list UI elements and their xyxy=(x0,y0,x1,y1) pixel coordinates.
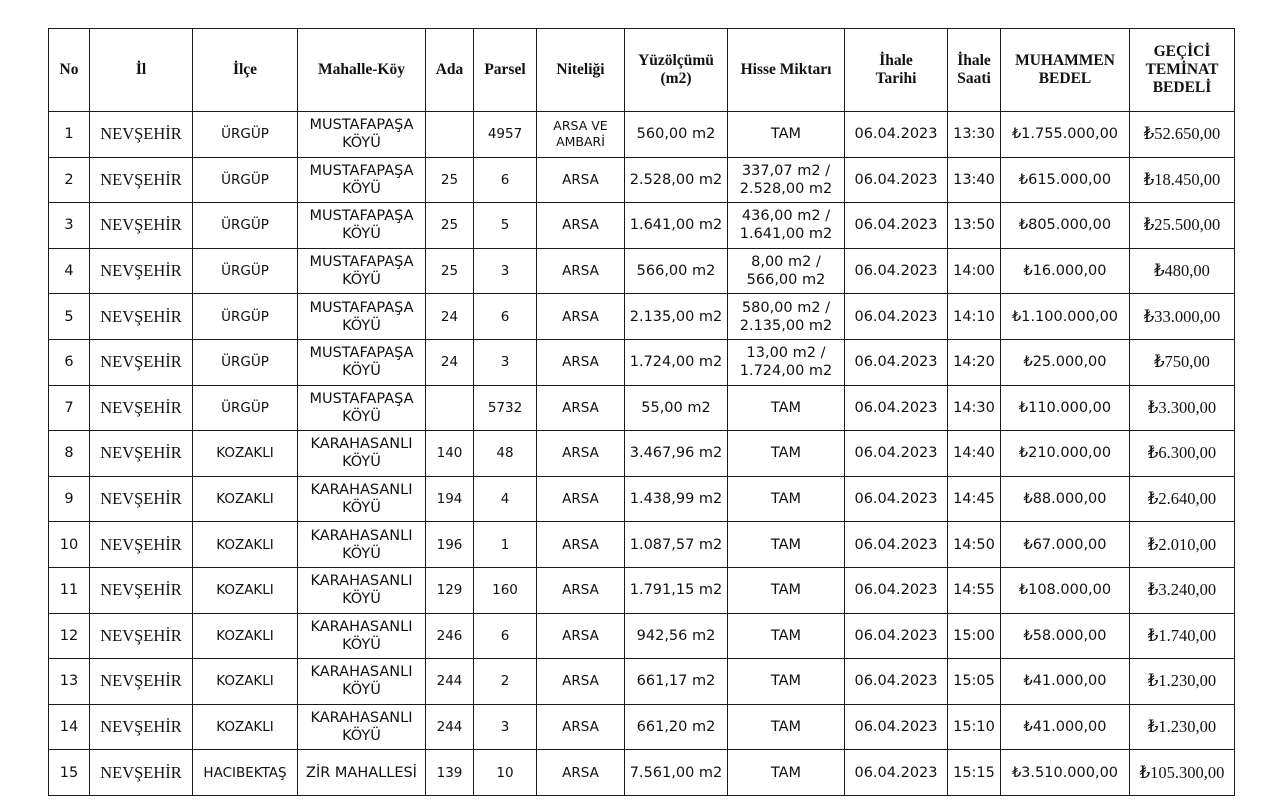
cell-ihale-tarihi: 06.04.2023 xyxy=(845,659,948,705)
cell-hisse-miktari: 8,00 m2 / 566,00 m2 xyxy=(728,248,845,294)
cell-ilce: KOZAKLI xyxy=(193,522,298,568)
cell-no: 6 xyxy=(49,339,90,385)
cell-hisse-miktari: TAM xyxy=(728,431,845,477)
cell-niteligi: ARSA xyxy=(537,385,625,431)
auction-table xyxy=(48,28,1235,796)
cell-mahalle-koy: MUSTAFAPAŞA KÖYÜ xyxy=(298,294,426,340)
cell-ilce: ÜRGÜP xyxy=(193,112,298,158)
cell-no: 11 xyxy=(49,567,90,613)
cell-il: NEVŞEHİR xyxy=(90,112,193,158)
cell-niteligi: ARSA VE AMBARİ xyxy=(537,112,625,158)
table-row xyxy=(49,203,1235,249)
cell-muhammen-bedel: ₺1.100.000,00 xyxy=(1001,294,1130,340)
header-row xyxy=(49,29,1235,112)
cell-ada: 244 xyxy=(426,704,474,750)
cell-niteligi: ARSA xyxy=(537,750,625,796)
cell-ihale-saati: 14:50 xyxy=(948,522,1001,568)
header-gecici-teminat-bedeli: GEÇİCİ TEMİNAT BEDELİ xyxy=(1130,29,1235,112)
cell-parsel: 6 xyxy=(474,613,537,659)
cell-hisse-miktari: TAM xyxy=(728,567,845,613)
cell-hisse-miktari: TAM xyxy=(728,476,845,522)
cell-ihale-saati: 14:10 xyxy=(948,294,1001,340)
table-row xyxy=(49,750,1235,796)
cell-hisse-miktari: 337,07 m2 / 2.528,00 m2 xyxy=(728,157,845,203)
cell-parsel: 1 xyxy=(474,522,537,568)
cell-muhammen-bedel: ₺67.000,00 xyxy=(1001,522,1130,568)
cell-gecici-teminat: ₺750,00 xyxy=(1130,339,1235,385)
cell-il: NEVŞEHİR xyxy=(90,203,193,249)
cell-hisse-miktari: TAM xyxy=(728,613,845,659)
cell-muhammen-bedel: ₺16.000,00 xyxy=(1001,248,1130,294)
cell-ihale-tarihi: 06.04.2023 xyxy=(845,248,948,294)
cell-parsel: 6 xyxy=(474,294,537,340)
cell-il: NEVŞEHİR xyxy=(90,567,193,613)
cell-ihale-tarihi: 06.04.2023 xyxy=(845,476,948,522)
cell-ada: 244 xyxy=(426,659,474,705)
table-body xyxy=(49,112,1235,796)
cell-mahalle-koy: KARAHASANLI KÖYÜ xyxy=(298,704,426,750)
cell-yuzolcumu: 1.438,99 m2 xyxy=(625,476,728,522)
header-ada: Ada xyxy=(426,29,474,112)
cell-il: NEVŞEHİR xyxy=(90,522,193,568)
cell-mahalle-koy: MUSTAFAPAŞA KÖYÜ xyxy=(298,203,426,249)
table-row xyxy=(49,112,1235,158)
cell-ihale-saati: 15:05 xyxy=(948,659,1001,705)
cell-gecici-teminat: ₺480,00 xyxy=(1130,248,1235,294)
header-ihale-saati: İhale Saati xyxy=(948,29,1001,112)
cell-il: NEVŞEHİR xyxy=(90,750,193,796)
cell-yuzolcumu: 7.561,00 m2 xyxy=(625,750,728,796)
cell-ilce: HACIBEKTAŞ xyxy=(193,750,298,796)
cell-yuzolcumu: 560,00 m2 xyxy=(625,112,728,158)
cell-gecici-teminat: ₺105.300,00 xyxy=(1130,750,1235,796)
table-row xyxy=(49,157,1235,203)
cell-il: NEVŞEHİR xyxy=(90,431,193,477)
cell-ihale-tarihi: 06.04.2023 xyxy=(845,294,948,340)
cell-ihale-saati: 15:10 xyxy=(948,704,1001,750)
header-il: İl xyxy=(90,29,193,112)
cell-no: 2 xyxy=(49,157,90,203)
cell-yuzolcumu: 1.641,00 m2 xyxy=(625,203,728,249)
cell-yuzolcumu: 55,00 m2 xyxy=(625,385,728,431)
cell-il: NEVŞEHİR xyxy=(90,476,193,522)
cell-il: NEVŞEHİR xyxy=(90,248,193,294)
cell-ihale-tarihi: 06.04.2023 xyxy=(845,704,948,750)
cell-ilce: ÜRGÜP xyxy=(193,248,298,294)
cell-parsel: 5732 xyxy=(474,385,537,431)
cell-mahalle-koy: KARAHASANLI KÖYÜ xyxy=(298,522,426,568)
cell-muhammen-bedel: ₺108.000,00 xyxy=(1001,567,1130,613)
cell-muhammen-bedel: ₺615.000,00 xyxy=(1001,157,1130,203)
table-row xyxy=(49,659,1235,705)
cell-ilce: ÜRGÜP xyxy=(193,385,298,431)
cell-ihale-saati: 14:20 xyxy=(948,339,1001,385)
cell-ada xyxy=(426,112,474,158)
cell-gecici-teminat: ₺2.010,00 xyxy=(1130,522,1235,568)
cell-muhammen-bedel: ₺1.755.000,00 xyxy=(1001,112,1130,158)
cell-hisse-miktari: 436,00 m2 / 1.641,00 m2 xyxy=(728,203,845,249)
table-row xyxy=(49,339,1235,385)
cell-mahalle-koy: MUSTAFAPAŞA KÖYÜ xyxy=(298,157,426,203)
cell-ada xyxy=(426,385,474,431)
cell-yuzolcumu: 2.528,00 m2 xyxy=(625,157,728,203)
cell-gecici-teminat: ₺1.230,00 xyxy=(1130,659,1235,705)
cell-ilce: ÜRGÜP xyxy=(193,294,298,340)
cell-parsel: 4 xyxy=(474,476,537,522)
cell-hisse-miktari: TAM xyxy=(728,750,845,796)
cell-mahalle-koy: KARAHASANLI KÖYÜ xyxy=(298,476,426,522)
cell-ada: 196 xyxy=(426,522,474,568)
header-ihale-tarihi: İhale Tarihi xyxy=(845,29,948,112)
cell-ilce: ÜRGÜP xyxy=(193,157,298,203)
cell-ihale-tarihi: 06.04.2023 xyxy=(845,112,948,158)
cell-ihale-saati: 14:40 xyxy=(948,431,1001,477)
cell-parsel: 48 xyxy=(474,431,537,477)
cell-yuzolcumu: 1.724,00 m2 xyxy=(625,339,728,385)
cell-mahalle-koy: KARAHASANLI KÖYÜ xyxy=(298,659,426,705)
cell-no: 7 xyxy=(49,385,90,431)
auction-table-container xyxy=(48,28,1235,796)
cell-ihale-saati: 13:40 xyxy=(948,157,1001,203)
cell-yuzolcumu: 661,17 m2 xyxy=(625,659,728,705)
cell-ilce: KOZAKLI xyxy=(193,613,298,659)
cell-ada: 194 xyxy=(426,476,474,522)
cell-niteligi: ARSA xyxy=(537,339,625,385)
cell-yuzolcumu: 1.087,57 m2 xyxy=(625,522,728,568)
cell-mahalle-koy: KARAHASANLI KÖYÜ xyxy=(298,431,426,477)
header-ilce: İlçe xyxy=(193,29,298,112)
cell-niteligi: ARSA xyxy=(537,431,625,477)
cell-mahalle-koy: ZİR MAHALLESİ xyxy=(298,750,426,796)
cell-gecici-teminat: ₺1.230,00 xyxy=(1130,704,1235,750)
cell-ada: 24 xyxy=(426,294,474,340)
cell-ada: 25 xyxy=(426,157,474,203)
cell-hisse-miktari: TAM xyxy=(728,112,845,158)
cell-muhammen-bedel: ₺25.000,00 xyxy=(1001,339,1130,385)
cell-mahalle-koy: MUSTAFAPAŞA KÖYÜ xyxy=(298,385,426,431)
cell-gecici-teminat: ₺2.640,00 xyxy=(1130,476,1235,522)
cell-ada: 139 xyxy=(426,750,474,796)
cell-il: NEVŞEHİR xyxy=(90,294,193,340)
cell-ilce: KOZAKLI xyxy=(193,704,298,750)
cell-ihale-tarihi: 06.04.2023 xyxy=(845,431,948,477)
cell-gecici-teminat: ₺52.650,00 xyxy=(1130,112,1235,158)
cell-ada: 24 xyxy=(426,339,474,385)
cell-il: NEVŞEHİR xyxy=(90,704,193,750)
cell-ada: 140 xyxy=(426,431,474,477)
cell-ihale-tarihi: 06.04.2023 xyxy=(845,157,948,203)
cell-no: 8 xyxy=(49,431,90,477)
header-parsel: Parsel xyxy=(474,29,537,112)
cell-niteligi: ARSA xyxy=(537,157,625,203)
cell-gecici-teminat: ₺33.000,00 xyxy=(1130,294,1235,340)
cell-niteligi: ARSA xyxy=(537,294,625,340)
cell-ilce: KOZAKLI xyxy=(193,567,298,613)
cell-hisse-miktari: 13,00 m2 / 1.724,00 m2 xyxy=(728,339,845,385)
cell-muhammen-bedel: ₺805.000,00 xyxy=(1001,203,1130,249)
cell-niteligi: ARSA xyxy=(537,704,625,750)
cell-hisse-miktari: TAM xyxy=(728,659,845,705)
cell-yuzolcumu: 2.135,00 m2 xyxy=(625,294,728,340)
table-row xyxy=(49,613,1235,659)
cell-niteligi: ARSA xyxy=(537,248,625,294)
header-hisse-miktari: Hisse Miktarı xyxy=(728,29,845,112)
cell-gecici-teminat: ₺3.300,00 xyxy=(1130,385,1235,431)
cell-yuzolcumu: 942,56 m2 xyxy=(625,613,728,659)
cell-muhammen-bedel: ₺210.000,00 xyxy=(1001,431,1130,477)
table-row xyxy=(49,385,1235,431)
cell-il: NEVŞEHİR xyxy=(90,157,193,203)
cell-ilce: KOZAKLI xyxy=(193,476,298,522)
cell-no: 14 xyxy=(49,704,90,750)
cell-ada: 25 xyxy=(426,248,474,294)
cell-parsel: 6 xyxy=(474,157,537,203)
table-row xyxy=(49,522,1235,568)
cell-gecici-teminat: ₺6.300,00 xyxy=(1130,431,1235,477)
cell-muhammen-bedel: ₺41.000,00 xyxy=(1001,704,1130,750)
cell-il: NEVŞEHİR xyxy=(90,339,193,385)
header-niteligi: Niteliği xyxy=(537,29,625,112)
cell-hisse-miktari: TAM xyxy=(728,522,845,568)
cell-muhammen-bedel: ₺110.000,00 xyxy=(1001,385,1130,431)
header-mahalle-koy: Mahalle-Köy xyxy=(298,29,426,112)
cell-ada: 246 xyxy=(426,613,474,659)
table-row xyxy=(49,704,1235,750)
cell-ihale-saati: 14:45 xyxy=(948,476,1001,522)
cell-ilce: KOZAKLI xyxy=(193,431,298,477)
cell-niteligi: ARSA xyxy=(537,613,625,659)
cell-parsel: 5 xyxy=(474,203,537,249)
cell-niteligi: ARSA xyxy=(537,476,625,522)
cell-muhammen-bedel: ₺41.000,00 xyxy=(1001,659,1130,705)
cell-parsel: 2 xyxy=(474,659,537,705)
cell-niteligi: ARSA xyxy=(537,659,625,705)
cell-niteligi: ARSA xyxy=(537,567,625,613)
cell-parsel: 3 xyxy=(474,248,537,294)
cell-ihale-saati: 15:00 xyxy=(948,613,1001,659)
cell-ihale-saati: 13:50 xyxy=(948,203,1001,249)
cell-parsel: 4957 xyxy=(474,112,537,158)
cell-ihale-saati: 14:00 xyxy=(948,248,1001,294)
cell-hisse-miktari: 580,00 m2 / 2.135,00 m2 xyxy=(728,294,845,340)
table-row xyxy=(49,294,1235,340)
table-row xyxy=(49,248,1235,294)
cell-ihale-tarihi: 06.04.2023 xyxy=(845,385,948,431)
cell-hisse-miktari: TAM xyxy=(728,704,845,750)
cell-ihale-saati: 13:30 xyxy=(948,112,1001,158)
cell-no: 13 xyxy=(49,659,90,705)
cell-ihale-saati: 14:30 xyxy=(948,385,1001,431)
cell-ada: 25 xyxy=(426,203,474,249)
cell-mahalle-koy: MUSTAFAPAŞA KÖYÜ xyxy=(298,248,426,294)
cell-no: 12 xyxy=(49,613,90,659)
header-muhammen-bedel: MUHAMMEN BEDEL xyxy=(1001,29,1130,112)
cell-mahalle-koy: MUSTAFAPAŞA KÖYÜ xyxy=(298,112,426,158)
cell-il: NEVŞEHİR xyxy=(90,659,193,705)
cell-muhammen-bedel: ₺88.000,00 xyxy=(1001,476,1130,522)
cell-parsel: 10 xyxy=(474,750,537,796)
cell-gecici-teminat: ₺25.500,00 xyxy=(1130,203,1235,249)
cell-ada: 129 xyxy=(426,567,474,613)
table-row xyxy=(49,476,1235,522)
cell-no: 4 xyxy=(49,248,90,294)
cell-ihale-saati: 15:15 xyxy=(948,750,1001,796)
cell-yuzolcumu: 566,00 m2 xyxy=(625,248,728,294)
cell-gecici-teminat: ₺3.240,00 xyxy=(1130,567,1235,613)
cell-ilce: KOZAKLI xyxy=(193,659,298,705)
cell-parsel: 160 xyxy=(474,567,537,613)
cell-hisse-miktari: TAM xyxy=(728,385,845,431)
cell-ihale-tarihi: 06.04.2023 xyxy=(845,522,948,568)
cell-no: 3 xyxy=(49,203,90,249)
cell-no: 9 xyxy=(49,476,90,522)
cell-no: 15 xyxy=(49,750,90,796)
cell-parsel: 3 xyxy=(474,704,537,750)
cell-mahalle-koy: MUSTAFAPAŞA KÖYÜ xyxy=(298,339,426,385)
cell-ihale-tarihi: 06.04.2023 xyxy=(845,567,948,613)
cell-ihale-tarihi: 06.04.2023 xyxy=(845,750,948,796)
cell-muhammen-bedel: ₺3.510.000,00 xyxy=(1001,750,1130,796)
cell-no: 5 xyxy=(49,294,90,340)
cell-gecici-teminat: ₺1.740,00 xyxy=(1130,613,1235,659)
cell-yuzolcumu: 661,20 m2 xyxy=(625,704,728,750)
cell-no: 1 xyxy=(49,112,90,158)
cell-il: NEVŞEHİR xyxy=(90,385,193,431)
cell-niteligi: ARSA xyxy=(537,522,625,568)
table-row xyxy=(49,567,1235,613)
cell-mahalle-koy: KARAHASANLI KÖYÜ xyxy=(298,567,426,613)
cell-yuzolcumu: 1.791,15 m2 xyxy=(625,567,728,613)
cell-ihale-tarihi: 06.04.2023 xyxy=(845,613,948,659)
cell-niteligi: ARSA xyxy=(537,203,625,249)
cell-ilce: ÜRGÜP xyxy=(193,339,298,385)
cell-yuzolcumu: 3.467,96 m2 xyxy=(625,431,728,477)
cell-ihale-saati: 14:55 xyxy=(948,567,1001,613)
cell-il: NEVŞEHİR xyxy=(90,613,193,659)
cell-muhammen-bedel: ₺58.000,00 xyxy=(1001,613,1130,659)
cell-parsel: 3 xyxy=(474,339,537,385)
table-row xyxy=(49,431,1235,477)
cell-ilce: ÜRGÜP xyxy=(193,203,298,249)
cell-gecici-teminat: ₺18.450,00 xyxy=(1130,157,1235,203)
header-yuzolcumu: Yüzölçümü (m2) xyxy=(625,29,728,112)
cell-no: 10 xyxy=(49,522,90,568)
cell-mahalle-koy: KARAHASANLI KÖYÜ xyxy=(298,613,426,659)
header-no: No xyxy=(49,29,90,112)
cell-ihale-tarihi: 06.04.2023 xyxy=(845,339,948,385)
cell-ihale-tarihi: 06.04.2023 xyxy=(845,203,948,249)
